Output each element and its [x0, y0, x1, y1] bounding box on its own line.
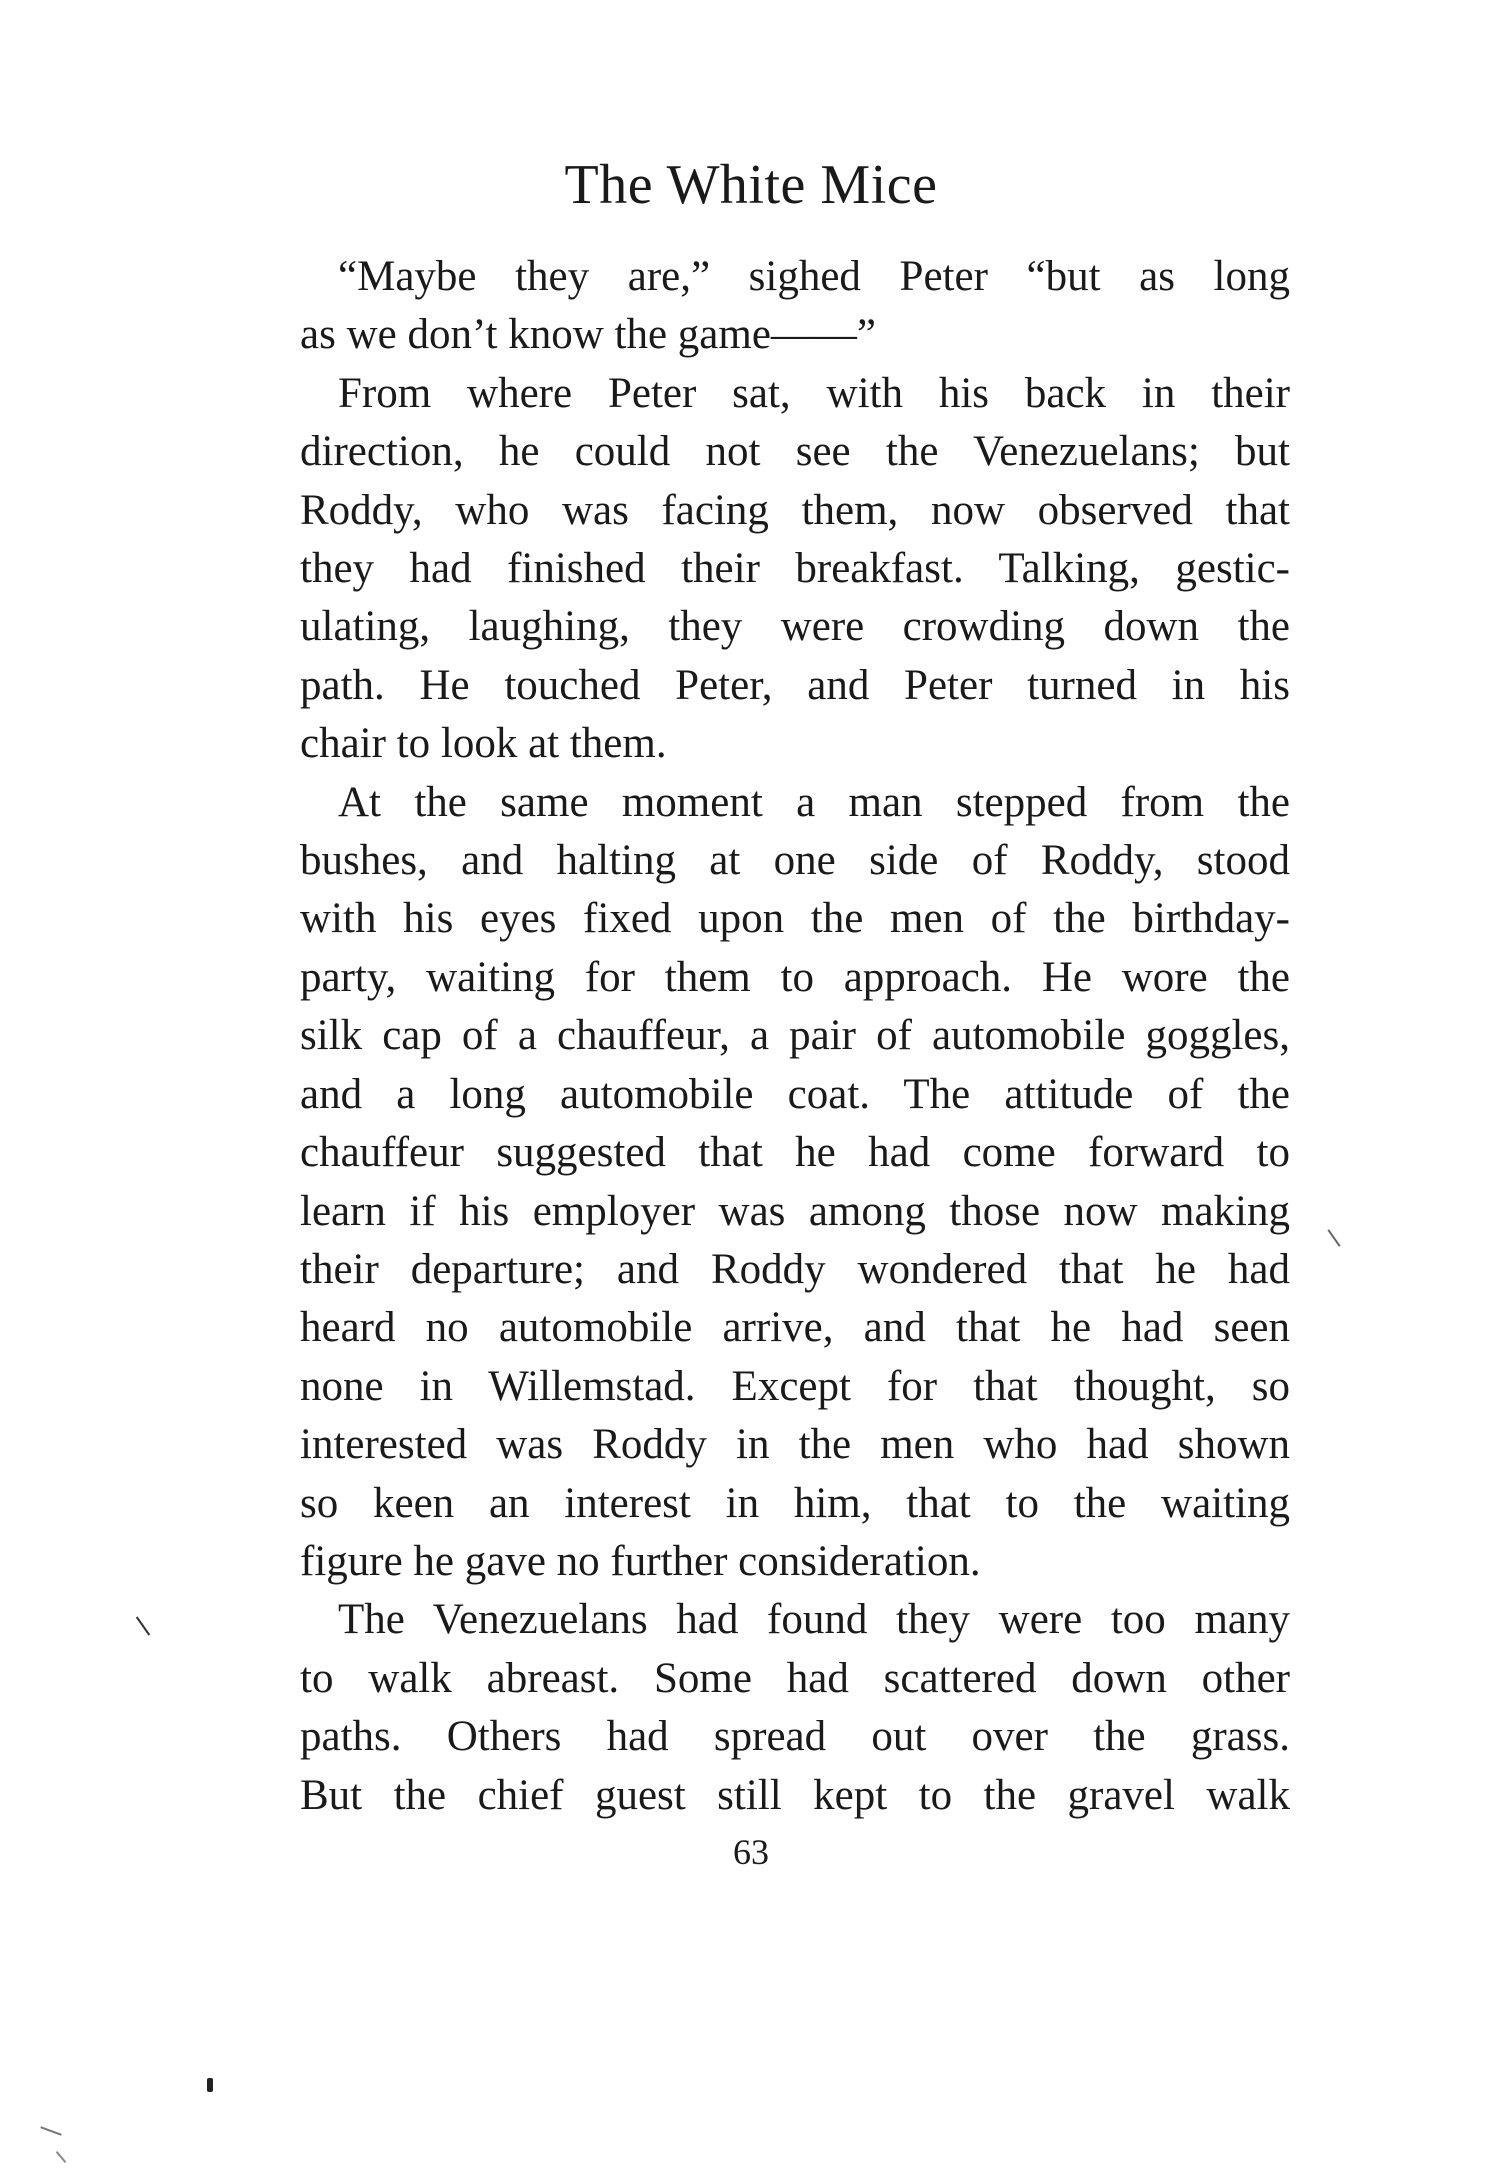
text-line: interested was Roddy in the men who had shown — [300, 1421, 1290, 1469]
scan-speck — [56, 2151, 67, 2163]
text-line: their departure; and Roddy wondered that he had — [300, 1245, 1290, 1293]
text-line: At the same moment a man stepped from the — [338, 778, 1290, 826]
running-title: The White Mice — [564, 154, 938, 216]
page-number: 63 — [733, 1832, 769, 1872]
text-line: and a long automobile coat. The attitude of the — [300, 1070, 1290, 1118]
text-line: chair to look at them. — [300, 720, 667, 768]
text-line: ulating, laughing, they were crowding down the — [300, 603, 1290, 651]
text-line: figure he gave no further consideration. — [300, 1537, 981, 1585]
text-line: bushes, and halting at one side of Roddy, stood — [300, 837, 1290, 885]
text-line: The Venezuelans had found they were too many — [338, 1596, 1290, 1644]
text-line: Roddy, who was facing them, now observed that — [300, 486, 1290, 534]
text-line: paths. Others had spread out over the grass. — [300, 1713, 1290, 1761]
scan-speck — [136, 1616, 150, 1635]
text-line: with his eyes fixed upon the men of the birthday- — [300, 895, 1290, 943]
text-line: as we don’t know the game——” — [300, 311, 876, 359]
text-line: learn if his employer was among those now making — [300, 1187, 1290, 1235]
text-line: so keen an interest in him, that to the waiting — [300, 1479, 1290, 1527]
text-line: none in Willemstad. Except for that thought, so — [300, 1362, 1290, 1410]
text-line: path. He touched Peter, and Peter turned in his — [300, 661, 1290, 709]
text-line: silk cap of a chauffeur, a pair of automobile goggles, — [300, 1012, 1290, 1060]
text-line: they had finished their breakfast. Talking, gestic- — [300, 545, 1290, 593]
text-line: But the chief guest still kept to the gravel walk — [300, 1771, 1290, 1819]
text-line: chauffeur suggested that he had come forward to — [300, 1129, 1290, 1177]
body-text — [300, 248, 1290, 1825]
scan-speck — [1327, 1229, 1340, 1247]
text-line: “Maybe they are,” sighed Peter “but as long — [338, 253, 1290, 300]
text-line: party, waiting for them to approach. He wore the — [300, 953, 1290, 1001]
text-line: direction, he could not see the Venezuelans; but — [300, 428, 1290, 476]
text-line: to walk abreast. Some had scattered down other — [300, 1654, 1290, 1702]
text-line: heard no automobile arrive, and that he had seen — [300, 1304, 1290, 1352]
scan-speck — [207, 2078, 213, 2092]
text-line: From where Peter sat, with his back in their — [338, 369, 1290, 417]
scan-speck — [40, 2126, 61, 2135]
